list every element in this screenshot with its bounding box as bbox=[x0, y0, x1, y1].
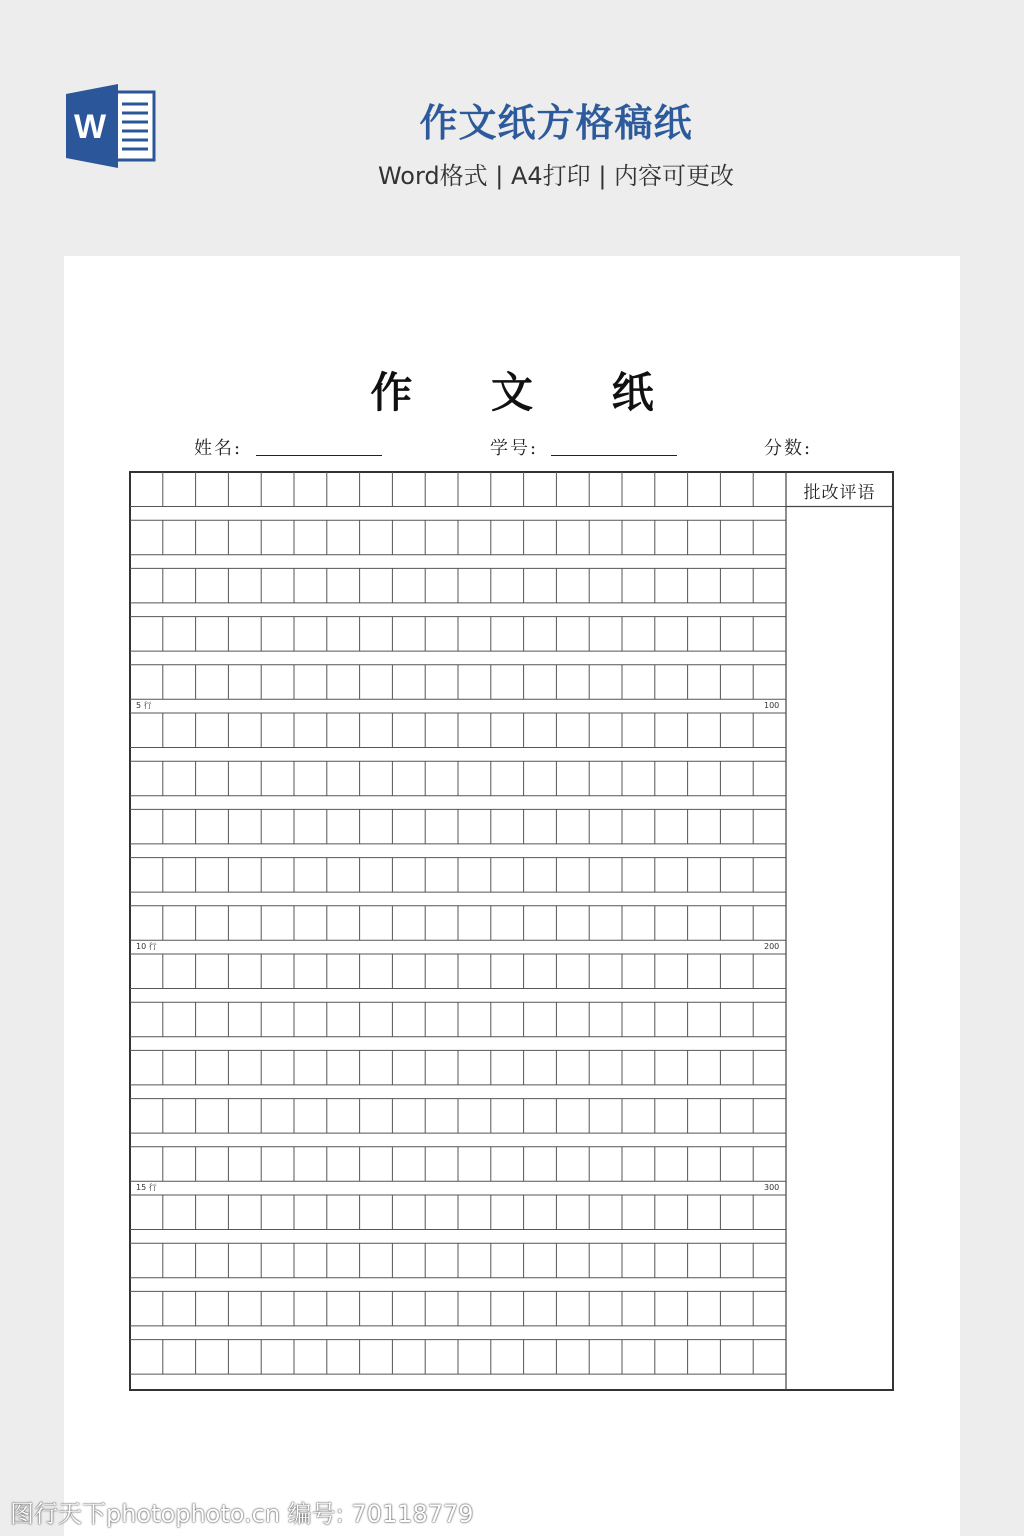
char-count-marker: 300 bbox=[764, 1183, 780, 1193]
score-label: 分数: bbox=[764, 438, 813, 459]
document-title: 作 文 纸 bbox=[370, 368, 686, 417]
row-number-marker: 10 行 bbox=[136, 942, 157, 952]
banner-title: 作文纸方格稿纸 bbox=[419, 101, 693, 145]
char-count-marker: 200 bbox=[764, 942, 780, 952]
banner-subtitle: Word格式 | A4打印 | 内容可更改 bbox=[377, 162, 735, 190]
grid-border bbox=[130, 472, 893, 1390]
row-number-marker: 5 行 bbox=[136, 701, 152, 711]
watermark: 图行天下photophoto.cn 编号: 70118779 bbox=[10, 1500, 474, 1528]
name-label: 姓名: bbox=[194, 438, 243, 459]
student-id-label: 学号: bbox=[490, 438, 539, 459]
char-count-marker: 100 bbox=[764, 701, 780, 711]
word-logo-letter: W bbox=[73, 108, 107, 146]
row-number-marker: 15 行 bbox=[136, 1183, 157, 1193]
review-comments-header: 批改评语 bbox=[803, 483, 876, 503]
